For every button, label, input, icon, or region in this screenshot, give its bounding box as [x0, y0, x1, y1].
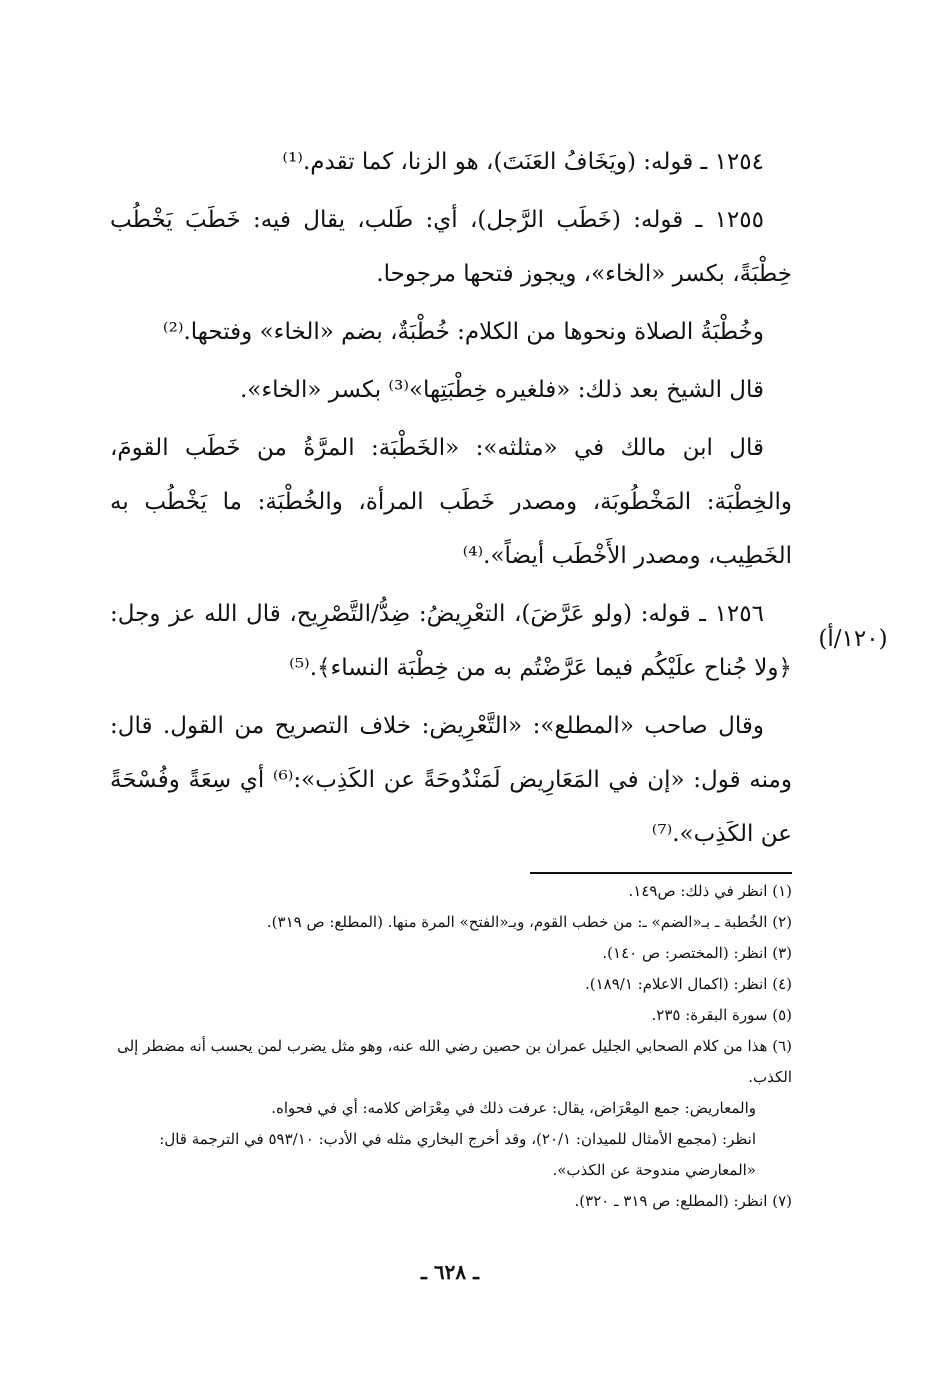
- paragraph-mutla: وقال صاحب «المطلع»: «التَّعْرِيض: خلاف التصريح من القول. قال: ومنه قول: «إن في المَعَارِيض لَمَنْدُوحَةً عن الكَذِب»:⁽⁶⁾ أي سِعَةً وفُسْحَةً عن الكَذِب».⁽⁷⁾: [110, 713, 792, 847]
- paragraph-ibn-malik: قال ابن مالك في «مثلثه»: «الخَطْبَة: المرَّةُ من خَطَب القومَ، والخِطْبَة: المَخْطُوبَة، ومصدر خَطَب المرأة، والخُطْبَة: ما يَخْطُب به الخَطِيب، ومصدر الأَخْطَب أيضاً».⁽⁴⁾: [110, 435, 792, 569]
- footnote-number: (٦): [772, 1037, 792, 1055]
- footnote-text: انظر: (المطلع: ص ٣١٩ ـ ٣٢٠).: [574, 1192, 768, 1210]
- footnote-number: (٧): [772, 1192, 792, 1210]
- footnote-5: [110, 1000, 792, 1031]
- paragraph-1255: ١٢٥٥ ـ قوله: (خَطَب الرَّجل)، أي: طَلب، يقال فيه: خَطَبَ يَخْطُب خِطْبَةً، بكسر «الخاء»، ويجوز فتحها مرجوحا.: [110, 207, 792, 287]
- footnote-number: (٣): [772, 944, 792, 962]
- footnote-number: (٤): [772, 975, 792, 993]
- main-text: [110, 135, 792, 865]
- footnote-number: (٥): [772, 1006, 792, 1024]
- footnote-number: (١): [772, 882, 792, 900]
- page-number: ـ ٦٢٨ ـ: [421, 1260, 479, 1284]
- footnote-text: انظر: (المختصر: ص ١٤٠).: [602, 944, 768, 962]
- paragraph-1254: ١٢٥٤ ـ قوله: (ويَخَافُ العَنَتَ)، هو الزنا، كما تقدم.⁽¹⁾: [282, 149, 764, 175]
- margin-folio-note: (١٢٠/أ): [818, 626, 888, 652]
- footnote-3: [110, 938, 792, 969]
- footnote-separator: [530, 872, 792, 874]
- footnote-2: [110, 907, 792, 938]
- footnote-text: الخُطبة ـ بـ«الضم» ـ: من خطب القوم، وبـ«الفتح» المرة منها. (المطلع: ص ٣١٩).: [266, 913, 768, 931]
- footnote-6-continuation: والمعاريض: جمع المِعْرَاض، يقال: عرفت ذلك في مِعْرَاض كلامه: أي في فحواه.: [271, 1099, 756, 1117]
- footnote-1: [110, 876, 792, 907]
- footnote-text: هذا من كلام الصحابي الجليل عمران بن حصين رضي الله عنه، وهو مثل يضرب لمن يحسب أنه مضطر إلى الكذب.: [117, 1037, 792, 1086]
- footnote-6: [110, 1031, 792, 1093]
- paragraph-khutba: وخُطْبَةُ الصلاة ونحوها من الكلام: خُطْبَةٌ، بضم «الخاء» وفتحها.⁽²⁾: [162, 319, 764, 345]
- footnote-text: انظر في ذلك: ص١٤٩.: [628, 882, 768, 900]
- footnote-text: انظر: (اكمال الاعلام: ١٨٩/١).: [584, 975, 768, 993]
- footnote-text: سورة البقرة: ٢٣٥.: [651, 1006, 768, 1024]
- footnote-6-reference: انظر: (مجمع الأمثال للميدان: ٢٠/١)، وقد أخرج البخاري مثله في الأدب: ٥٩٣/١٠ في الترجمة قال: «المعارضي مندوحة عن الكذب».: [159, 1130, 756, 1179]
- footnote-number: (٢): [772, 913, 792, 931]
- paragraph-1256: ١٢٥٦ ـ قوله: (ولو عَرَّضَ)، التعْرِيضُ: ضِدُّ/التَّصْرِيح، قال الله عز وجل: ﴿ولا جُناح علَيْكُم فيما عَرَّضْتُم به من خِطْبَة النساء﴾.⁽⁵⁾: [110, 601, 792, 681]
- footnote-4: [110, 969, 792, 1000]
- footnote-7: [110, 1186, 792, 1217]
- footnotes: [110, 876, 792, 1217]
- paragraph-sheikh-note: قال الشيخ بعد ذلك: «فلغيره خِطْبَتِها»⁽³⁾ بكسر «الخاء».: [239, 377, 764, 403]
